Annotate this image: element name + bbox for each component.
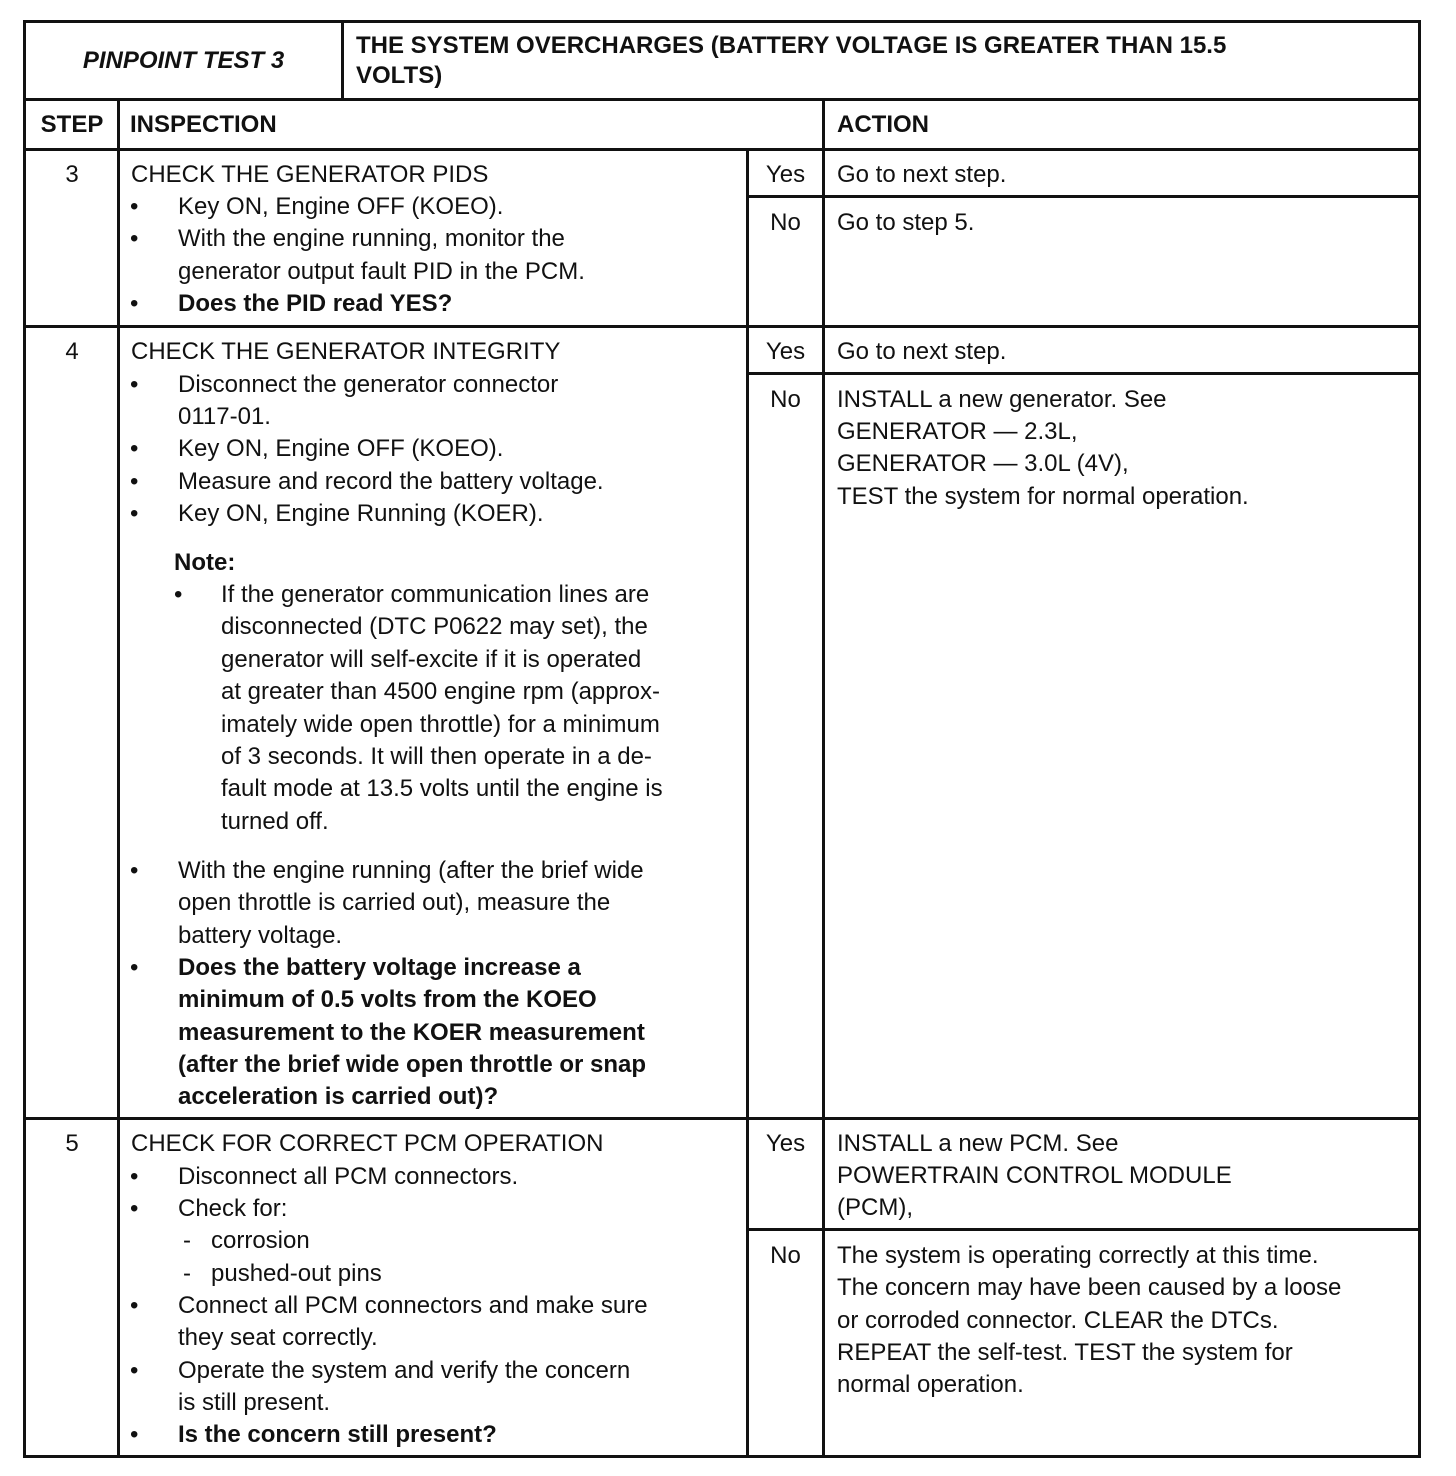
step-number: 3 [65, 161, 79, 188]
yes-label: Yes [765, 161, 806, 188]
no-label: No [770, 386, 801, 413]
bullet-text-continued: they seat correctly. [178, 1324, 378, 1351]
yes-action-line: (PCM), [837, 1194, 913, 1221]
no-action-line: The concern may have been caused by a loose [837, 1274, 1342, 1301]
step-question-continued: measurement to the KOER measurement [178, 1019, 645, 1046]
bullet-text: Key ON, Engine OFF (KOEO). [178, 193, 504, 220]
step-question-continued: acceleration is carried out)? [178, 1083, 499, 1110]
step-title: CHECK THE GENERATOR PIDS [131, 161, 489, 188]
note-bullet-dot: • [174, 581, 183, 608]
bullet-dot: • [130, 1421, 139, 1448]
sub-item-text: pushed-out pins [211, 1260, 382, 1287]
no-label: No [770, 1242, 801, 1269]
step-title: CHECK THE GENERATOR INTEGRITY [131, 338, 561, 365]
column-header-action: ACTION [837, 110, 929, 138]
bullet-dot: • [130, 954, 139, 981]
step-column-divider [117, 101, 120, 1458]
bullet-dot: • [130, 371, 139, 398]
bullet-text: Disconnect all PCM connectors. [178, 1163, 519, 1190]
step-question: Is the concern still present? [178, 1421, 497, 1448]
bullet-dot: • [130, 468, 139, 495]
test-title-line-2: VOLTS) [356, 62, 443, 89]
action-column-divider [822, 101, 825, 1458]
bullet-text: Operate the system and verify the concern [178, 1357, 631, 1384]
step-number: 4 [65, 338, 79, 365]
step-question: Does the battery voltage increase a [178, 954, 581, 981]
no-action: Go to step 5. [837, 209, 975, 236]
bullet-dot: • [130, 1163, 139, 1190]
note-line: fault mode at 13.5 volts until the engine is [221, 775, 663, 803]
no-action-line: INSTALL a new generator. See [837, 386, 1167, 413]
bullet-text: Disconnect the generator connector [178, 371, 559, 398]
note-label: Note: [174, 549, 236, 576]
note-line: generator will self-excite if it is operated [221, 645, 642, 673]
bullet-text-continued: battery voltage. [178, 922, 343, 949]
bullet-text-continued: open throttle is carried out), measure the [178, 889, 611, 916]
yes-action-line: POWERTRAIN CONTROL MODULE [837, 1162, 1232, 1189]
note-line: at greater than 4500 engine rpm (approx- [221, 678, 660, 706]
note-line: imately wide open throttle) for a minimum [221, 710, 660, 738]
no-action-line: or corroded connector. CLEAR the DTCs. [837, 1307, 1279, 1334]
bullet-dot: • [130, 1357, 139, 1384]
title-row [26, 23, 1418, 101]
note-line: of 3 seconds. It will then operate in a de- [221, 743, 652, 771]
row-divider-step-4 [26, 1117, 1418, 1120]
test-title [356, 31, 1358, 91]
bullet-text: Measure and record the battery voltage. [178, 468, 604, 495]
note-body [221, 579, 733, 838]
sub-item-dash: - [183, 1227, 191, 1254]
sub-item-text: corrosion [211, 1227, 310, 1254]
yes-label: Yes [765, 1130, 806, 1157]
step-question-continued: (after the brief wide open throttle or snap [178, 1051, 647, 1078]
bullet-dot: • [130, 1195, 139, 1222]
yes-action: Go to next step. [837, 161, 1007, 188]
no-label: No [770, 209, 801, 236]
yes-label: Yes [765, 338, 806, 365]
step-question-continued: minimum of 0.5 volts from the KOEO [178, 986, 597, 1013]
column-header-inspection: INSPECTION [130, 110, 277, 138]
no-action-line: The system is operating correctly at this time. [837, 1242, 1319, 1269]
step-question: Does the PID read YES? [178, 290, 453, 317]
yes-no-divider-step-4 [746, 372, 1418, 375]
bullet-text: Connect all PCM connectors and make sure [178, 1292, 648, 1319]
pinpoint-test-table [23, 20, 1421, 1458]
bullet-dot: • [130, 1292, 139, 1319]
test-title-line-1: THE SYSTEM OVERCHARGES (BATTERY VOLTAGE IS GREATER THAN 15.5 [356, 32, 1227, 59]
no-action-line: normal operation. [837, 1371, 1024, 1398]
yes-no-divider-step-5 [746, 1228, 1418, 1231]
note-line: disconnected (DTC P0622 may set), the [221, 613, 648, 641]
yes-no-divider-step-3 [746, 195, 1418, 198]
note-line: If the generator communication lines are [221, 581, 650, 608]
step-number: 5 [65, 1130, 79, 1157]
bullet-dot: • [130, 225, 139, 252]
bullet-text: With the engine running (after the brief wide [178, 857, 644, 884]
bullet-dot: • [130, 857, 139, 884]
bullet-text-continued: generator output fault PID in the PCM. [178, 258, 585, 285]
no-action-line: TEST the system for normal operation. [837, 483, 1249, 510]
bullet-text-continued: is still present. [178, 1389, 331, 1416]
note-line: turned off. [221, 807, 329, 835]
bullet-dot: • [130, 435, 139, 462]
bullet-text: Key ON, Engine Running (KOER). [178, 500, 544, 527]
no-action-line: GENERATOR — 2.3L, [837, 418, 1078, 445]
column-header-row [26, 101, 1418, 151]
bullet-text-continued: 0117-01. [178, 403, 271, 430]
bullet-text: Check for: [178, 1195, 288, 1222]
step-title: CHECK FOR CORRECT PCM OPERATION [131, 1130, 604, 1157]
yes-action: Go to next step. [837, 338, 1007, 365]
bullet-text: Key ON, Engine OFF (KOEO). [178, 435, 504, 462]
no-action-line: GENERATOR — 3.0L (4V), [837, 450, 1129, 477]
no-action-line: REPEAT the self-test. TEST the system for [837, 1339, 1293, 1366]
bullet-dot: • [130, 290, 139, 317]
test-label: PINPOINT TEST 3 [26, 23, 344, 98]
bullet-dot: • [130, 500, 139, 527]
yes-action-line: INSTALL a new PCM. See [837, 1130, 1119, 1157]
row-divider-step-3 [26, 325, 1418, 328]
bullet-text: With the engine running, monitor the [178, 225, 565, 252]
bullet-dot: • [130, 193, 139, 220]
column-header-step: STEP [40, 110, 104, 138]
sub-item-dash: - [183, 1260, 191, 1287]
